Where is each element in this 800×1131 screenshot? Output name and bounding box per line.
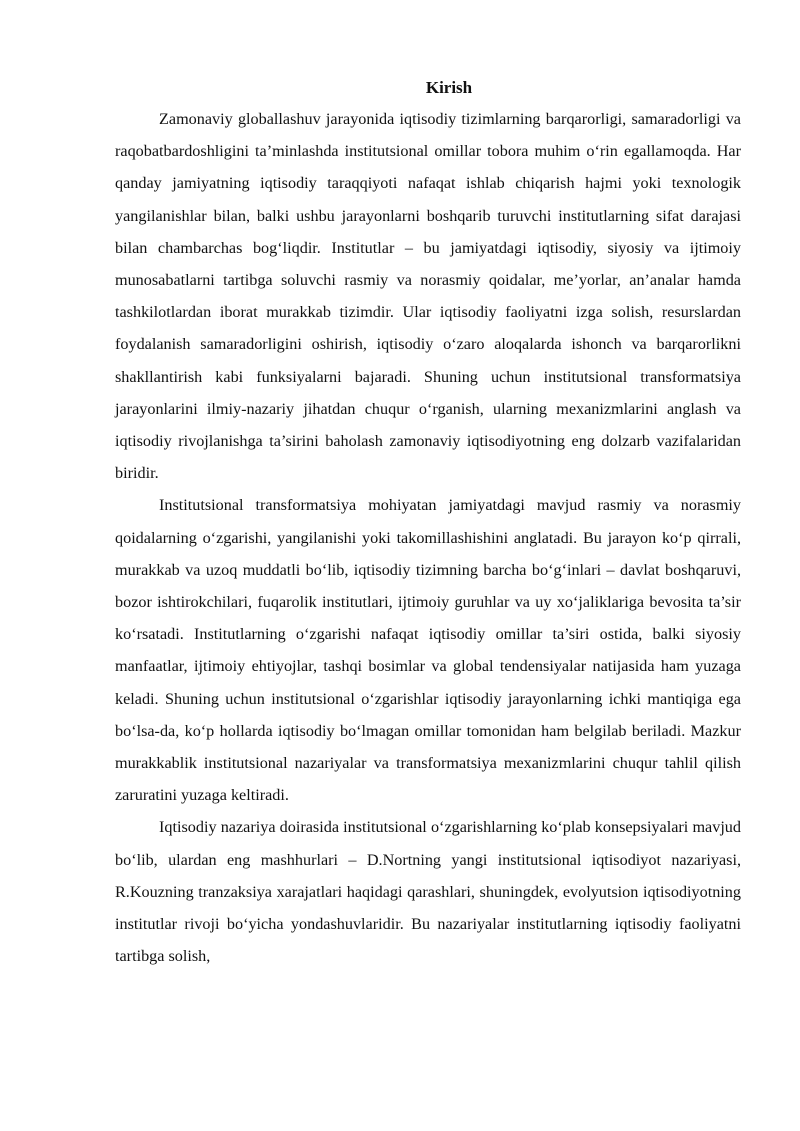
document-body [115,73,741,972]
paragraph-3: Iqtisodiy nazariya doirasida institutsional o‘zgarishlarning ko‘plab konsepsiyalari mavjud bo‘lib, ulardan eng mashhurlari – D.Nortning yangi institutsional iqtisodiyot nazariyasi, R.Kouzning tranzaksiya xarajatlari haqidagi qarashlari, shuningdek, evolyutsion iqtisodiyotning institutlar rivoji bo‘yicha yondashuvlaridir. Bu nazariyalar institutlarning iqtisodiy faoliyatni tartibga solish, [115,818,741,966]
paragraph-1: Zamonaviy globallashuv jarayonida iqtisodiy tizimlarning barqarorligi, samaradorligi va raqobatbardoshligini ta’minlashda institutsional omillar tobora muhim o‘rin egallamoqda. Har qanday jamiyatning iqtisodiy taraqqiyoti nafaqat ishlab chiqarish hajmi yoki texnologik yangilanishlar bilan, balki ushbu jarayonlarni boshqarib turuvchi institutlarning sifat darajasi bilan chambarchas bog‘liqdir. Institutlar – bu jamiyatdagi iqtisodiy, siyosiy va ijtimoiy munosabatlarni tartibga soluvchi rasmiy va norasmiy qoidalar, me’yorlar, an’analar hamda tashkilotlardan iborat murakkab tizimdir. Ular iqtisodiy faoliyatni izga solish, resurslardan foydalanish samaradorligini oshirish, iqtisodiy o‘zaro aloqalarda ishonch va barqarorlikni shakllantirish kabi funksiyalarni bajaradi. Shuning uchun institutsional transformatsiya jarayonlarini ilmiy-nazariy jihatdan chuqur o‘rganish, ularning mexanizmlarini anglash va iqtisodiy rivojlanishga ta’sirini baholash zamonaviy iqtisodiyotning eng dolzarb vazifalaridan biridir. [115,110,741,483]
document-title: Kirish [425,78,473,97]
paragraph-2: Institutsional transformatsiya mohiyatan jamiyatdagi mavjud rasmiy va norasmiy qoidalarning o‘zgarishi, yangilanishi yoki takomillashishini anglatadi. Bu jarayon ko‘p qirrali, murakkab va uzoq muddatli bo‘lib, iqtisodiy tizimning barcha bo‘g‘inlari – davlat boshqaruvi, bozor ishtirokchilari, fuqarolik institutlari, ijtimoiy guruhlar va uy xo‘jaliklariga bevosita ta’sir ko‘rsatadi. Institutlarning o‘zgarishi nafaqat iqtisodiy omillar ta’siri ostida, balki siyosiy manfaatlar, ijtimoiy ehtiyojlar, tashqi bosimlar va global tendensiyalar natijasida ham yuzaga keladi. Shuning uchun institutsional o‘zgarishlar iqtisodiy jarayonlarning ichki mantiqiga ega bo‘lsa-da, ko‘p hollarda iqtisodiy bo‘lmagan omillar tomonidan ham belgilab beriladi. Mazkur murakkablik institutsional nazariyalar va transformatsiya mexanizmlarini chuqur tahlil qilish zaruratini yuzaga keltiradi. [115,496,741,805]
